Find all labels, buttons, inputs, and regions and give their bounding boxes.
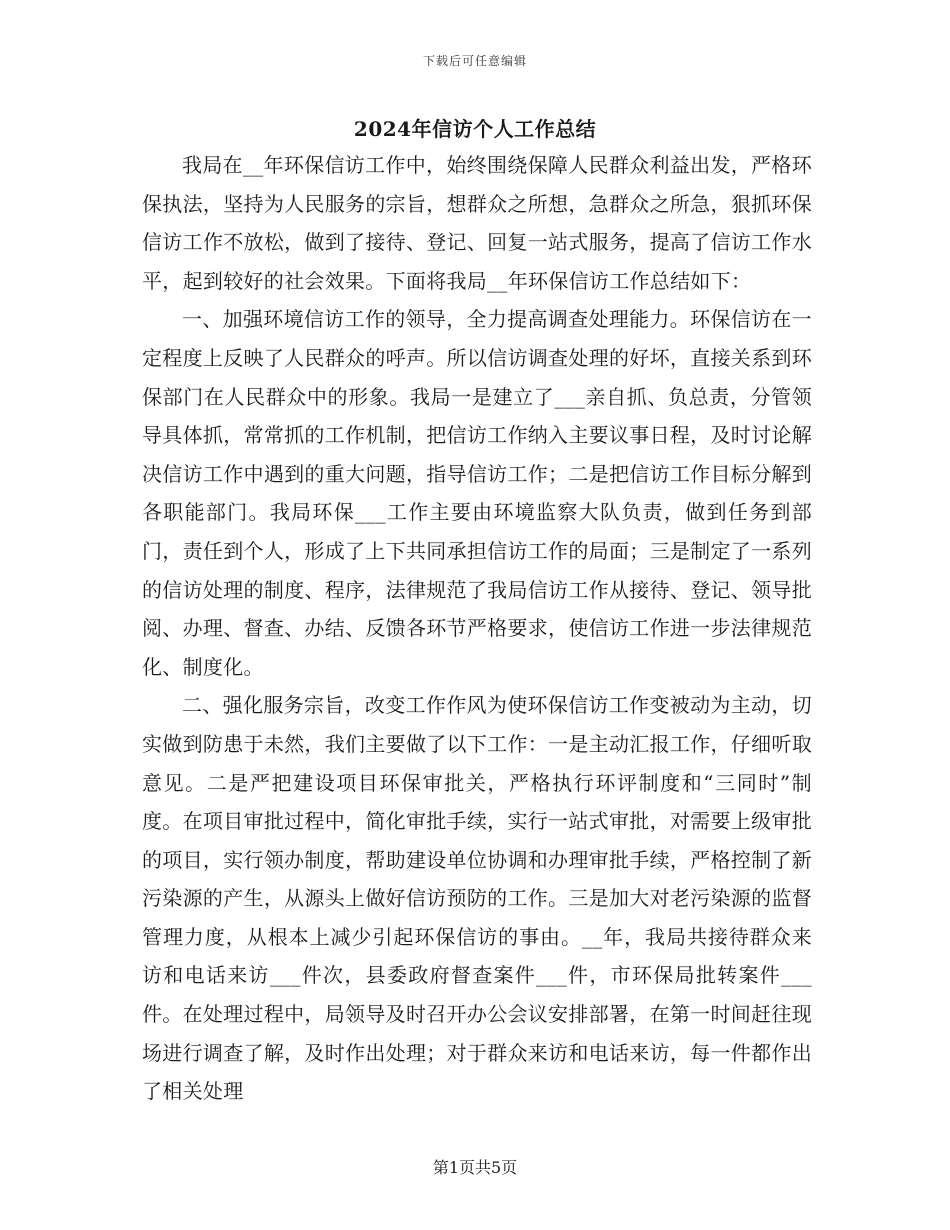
paragraph-intro: 我局在__年环保信访工作中，始终围绕保障人民群众利益出发，严格环保执法，坚持为人民服务的宗旨，想群众之所想，急群众之所急，狠抓环保信访工作不放松，做到了接待、登记、回复一站式服务，提高了信访工作水平，起到较好的社会效果。下面将我局__年环保信访工作总结如下： (142, 153, 812, 293)
document-title: 2024年信访个人工作总结 (353, 117, 597, 141)
page-number: 第1页共5页 (432, 1158, 518, 1177)
page-header-note: 下载后可任意编辑 (422, 54, 527, 68)
paragraph-section-1: 一、加强环境信访工作的领导，全力提高调查处理能力。环保信访在一定程度上反映了人民群众的呼声。所以信访调查处理的好坏，直接关系到环保部门在人民群众中的形象。我局一是建立了___亲自抓、负总责，分管领导具体抓，常常抓的工作机制，把信访工作纳入主要议事日程，及时讨论解决信访工作中遇到的重大问题，指导信访工作；二是把信访工作目标分解到各职能部门。我局环保___工作主要由环境监察大队负责，做到任务到部门，责任到个人，形成了上下共同承担信访工作的局面；三是制定了一系列的信访处理的制度、程序，法律规范了我局信访工作从接待、登记、领导批阅、办理、督查、办结、反馈各环节严格要求，使信访工作进一步法律规范化、制度化。 (142, 307, 812, 679)
document-body (142, 146, 812, 1111)
paragraph-section-2: 二、强化服务宗旨，改变工作作风为使环保信访工作变被动为主动，切实做到防患于未然，我们主要做了以下工作：一是主动汇报工作，仔细听取意见。二是严把建设项目环保审批关，严格执行环评制度和“三同时”制度。在项目审批过程中，简化审批手续，实行一站式审批，对需要上级审批的项目，实行领办制度，帮助建设单位协调和办理审批手续，严格控制了新污染源的产生，从源头上做好信访预防的工作。三是加大对老污染源的监督管理力度，从根本上减少引起环保信访的事由。__年，我局共接待群众来访和电话来访___件次，县委政府督查案件___件，市环保局批转案件___件。在处理过程中，局领导及时召开办公会议安排部署，在第一时间赶往现场进行调查了解，及时作出处理；对于群众来访和电话来访，每一件都作出了相关处理 (142, 693, 812, 1104)
